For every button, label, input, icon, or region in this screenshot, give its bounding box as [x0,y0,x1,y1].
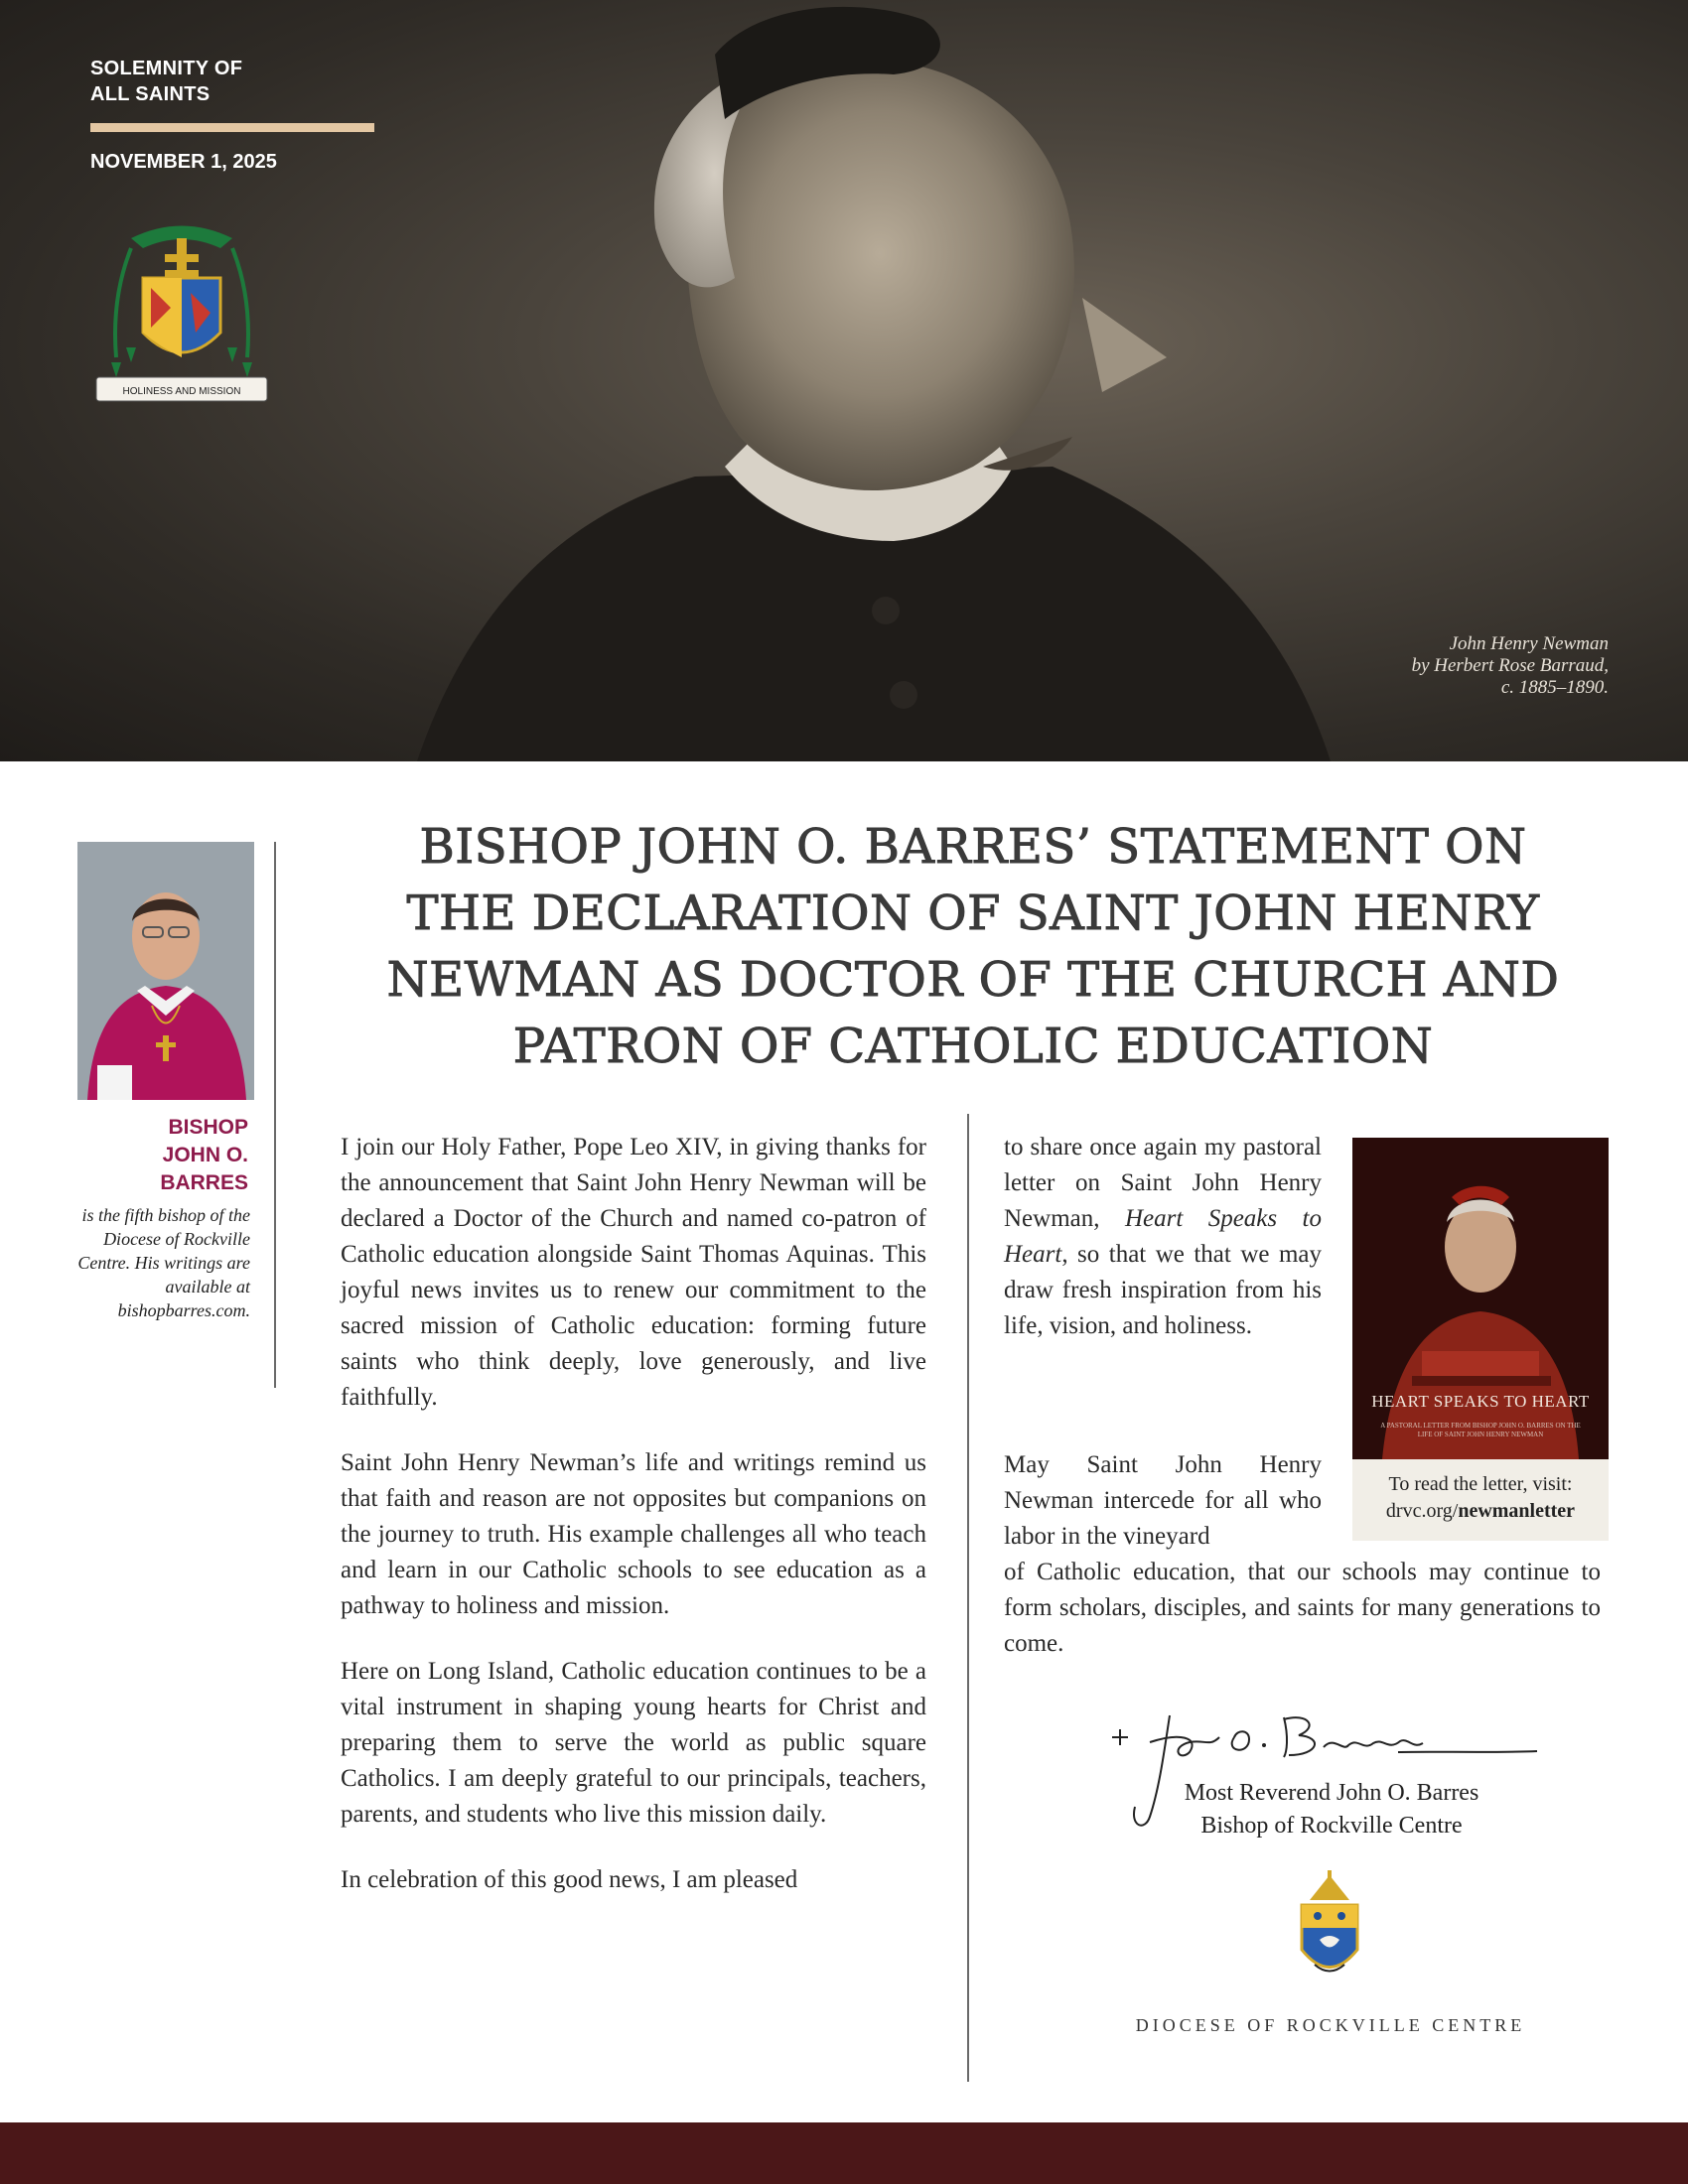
footer-bar [0,2122,1688,2184]
paragraph-4: In celebration of this good news, I am pleased [341,1866,798,1893]
paragraph-6-start: May Saint John Henry Newman intercede for all who labor in the vineyard [1004,1451,1322,1550]
link-domain: drvc.org/ [1385,1500,1459,1522]
title-line-4: PATRON OF CATHOLIC EDUCATION [512,1019,1434,1074]
bishop-name-line-2: JOHN O. [162,1144,248,1166]
column-divider [967,1114,969,2082]
diocese-name: DIOCESE OF ROCKVILLE CENTRE [1135,2015,1526,2035]
bishop-coat-of-arms-icon [91,218,272,412]
card-subtitle: A PASTORAL LETTER FROM BISHOP JOHN O. BARRES ON THE LIFE OF SAINT JOHN HENRY NEWMAN [1380,1422,1581,1438]
card-caption-line-1: To read the letter, visit: [1388,1473,1573,1495]
caption-line-1: John Henry Newman [1449,633,1609,654]
title-line-2: THE DECLARATION OF SAINT JOHN HENRY [406,886,1540,941]
paragraph-2: Saint John Henry Newman’s life and writings remind us that faith and reason are not opposites but companions on the journey to truth. His example challenges all who teach and learn in our Catholic schools to see education as a pathway to holiness and mission. [341,1449,926,1619]
link-path: newmanletter [1458,1500,1576,1522]
paragraph-5 [1004,1130,1322,1344]
bishop-name [60,1114,248,1197]
kicker-divider [90,123,374,132]
bishop-portrait-photo [77,842,254,1100]
pastoral-letter-card[interactable] [1352,1138,1609,1541]
bishop-bio: is the fifth bishop of the Diocese of Rockville Centre. His writings are available at bishopbarres.com. [77,1205,250,1320]
signatory-title: Bishop of Rockville Centre [1200,1813,1463,1839]
title-line-1: BISHOP JOHN O. BARRES’ STATEMENT ON [419,819,1527,875]
caption-line-2: by Herbert Rose Barraud, [1411,655,1609,676]
kicker-line-2: ALL SAINTS [90,83,211,105]
pastoral-letter-title: Heart Speaks to Heart [1004,1205,1322,1268]
diocese-coat-of-arms-icon [1290,1870,1369,1989]
paragraph-3: Here on Long Island, Catholic education continues to be a vital instrument in shaping young hearts for Christ and preparing them to serve the world as public square Catholics. I am deeply grateful to our principals, teachers, parents, and students who live this mission daily. [341,1658,926,1828]
card-caption [1352,1471,1609,1525]
paragraph-1: I join our Holy Father, Pope Leo XIV, in giving thanks for the announcement that Saint John Henry Newman will be declared a Doctor of the Church and named co-patron of Catholic education alongside Saint Thomas Aquinas. This joyful news invites us to renew our commitment to the sacred mission of Catholic education: forming future saints who think deeply, love generously, and live faithfully. [341,1134,926,1411]
signatory [1108,1777,1555,1843]
coat-motto: HOLINESS AND MISSION [122,386,241,397]
issue-date: NOVEMBER 1, 2025 [90,151,277,173]
bishop-name-line-3: BARRES [160,1171,248,1194]
paragraph-5-text-a: to share once again my pastoral letter on Saint John Henry Newman, [1004,1134,1322,1232]
kicker-line-1: SOLEMNITY OF [90,58,243,79]
body-column-left [341,1130,926,1928]
card-title: HEART SPEAKS TO HEART [1371,1392,1590,1411]
photo-caption [1412,633,1609,699]
paragraph-6-end: of Catholic education, that our schools may continue to form scholars, disciples, and saints for many generations to come. [1004,1559,1601,1657]
hero-banner [0,0,1688,761]
signatory-name: Most Reverend John O. Barres [1184,1780,1479,1806]
title-line-3: NEWMAN AS DOCTOR OF THE CHURCH AND [386,952,1560,1008]
newman-letter-link[interactable] [1352,1498,1609,1525]
sidebar-divider [274,842,276,1388]
page-title [328,814,1618,1080]
caption-line-3: c. 1885–1890. [1500,677,1609,698]
solemnity-label [90,56,242,107]
paragraph-5-text-b: , so that we that we may draw fresh inspiration from his life, vision, and holiness. [1004,1241,1322,1339]
bishop-name-line-1: BISHOP [168,1116,248,1139]
